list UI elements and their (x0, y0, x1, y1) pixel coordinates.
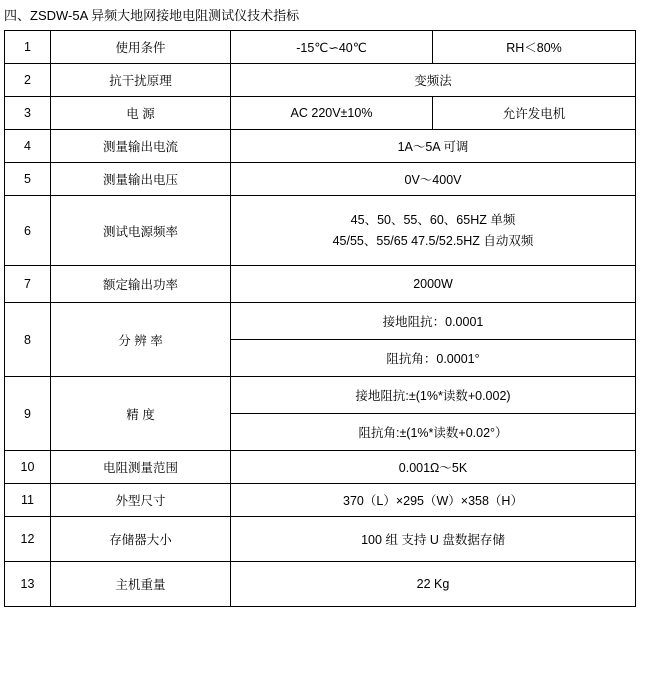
row-label: 测量输出电流 (51, 130, 231, 163)
row-number: 13 (5, 562, 51, 607)
table-row (5, 64, 636, 97)
row-label: 电阻测量范围 (51, 451, 231, 484)
table-row (5, 266, 636, 303)
row-number: 1 (5, 31, 51, 64)
row-value: 1A～5A 可调 (231, 130, 636, 163)
table-row (5, 562, 636, 607)
row-label: 精 度 (51, 377, 231, 451)
table-row (5, 484, 636, 517)
row-number: 6 (5, 196, 51, 266)
row-value: AC 220V±10% (231, 97, 433, 130)
row-label: 额定输出功率 (51, 266, 231, 303)
table-row (5, 377, 636, 414)
row-value: 0.001Ω～5K (231, 451, 636, 484)
row-value-line-1: 45、50、55、60、65HZ 单频 (350, 212, 516, 227)
row-number: 8 (5, 303, 51, 377)
row-label: 电 源 (51, 97, 231, 130)
row-value-line-2: 45/55、55/65 47.5/52.5HZ 自动双频 (332, 233, 534, 248)
table-row (5, 517, 636, 562)
row-value-line-2: 阻抗角:±(1%*读数+0.02°） (231, 414, 636, 451)
row-label: 抗干扰原理 (51, 64, 231, 97)
row-number: 4 (5, 130, 51, 163)
row-number: 3 (5, 97, 51, 130)
row-label: 主机重量 (51, 562, 231, 607)
table-row (5, 163, 636, 196)
row-value: 22 Kg (231, 562, 636, 607)
specifications-table (4, 30, 636, 607)
row-label: 分 辨 率 (51, 303, 231, 377)
row-value: 变频法 (231, 64, 636, 97)
row-value-line-2: 阻抗角：0.0001° (231, 340, 636, 377)
row-value-line-1: 接地阻抗:±(1%*读数+0.002) (231, 377, 636, 414)
row-number: 11 (5, 484, 51, 517)
row-label: 存储器大小 (51, 517, 231, 562)
row-label: 测试电源频率 (51, 196, 231, 266)
row-value-secondary: 允许发电机 (433, 97, 636, 130)
table-row (5, 130, 636, 163)
table-row (5, 196, 636, 266)
row-label: 测量输出电压 (51, 163, 231, 196)
row-value: 100 组 支持 U 盘数据存储 (231, 517, 636, 562)
row-value (231, 196, 636, 266)
table-row (5, 97, 636, 130)
table-row (5, 31, 636, 64)
row-number: 5 (5, 163, 51, 196)
row-number: 10 (5, 451, 51, 484)
row-value: 370（L）×295（W）×358（H） (231, 484, 636, 517)
row-label: 外型尺寸 (51, 484, 231, 517)
row-value-line-1: 接地阻抗：0.0001 (231, 303, 636, 340)
row-number: 2 (5, 64, 51, 97)
row-value: 2000W (231, 266, 636, 303)
page-title: 四、ZSDW-5A 异频大地网接地电阻测试仪技术指标 (4, 8, 300, 23)
row-value: 0V～400V (231, 163, 636, 196)
row-value: -15℃∽40℃ (231, 31, 433, 64)
row-value-secondary: RH＜80% (433, 31, 636, 64)
table-row (5, 303, 636, 340)
row-number: 9 (5, 377, 51, 451)
row-number: 7 (5, 266, 51, 303)
table-row (5, 451, 636, 484)
row-label: 使用条件 (51, 31, 231, 64)
row-number: 12 (5, 517, 51, 562)
